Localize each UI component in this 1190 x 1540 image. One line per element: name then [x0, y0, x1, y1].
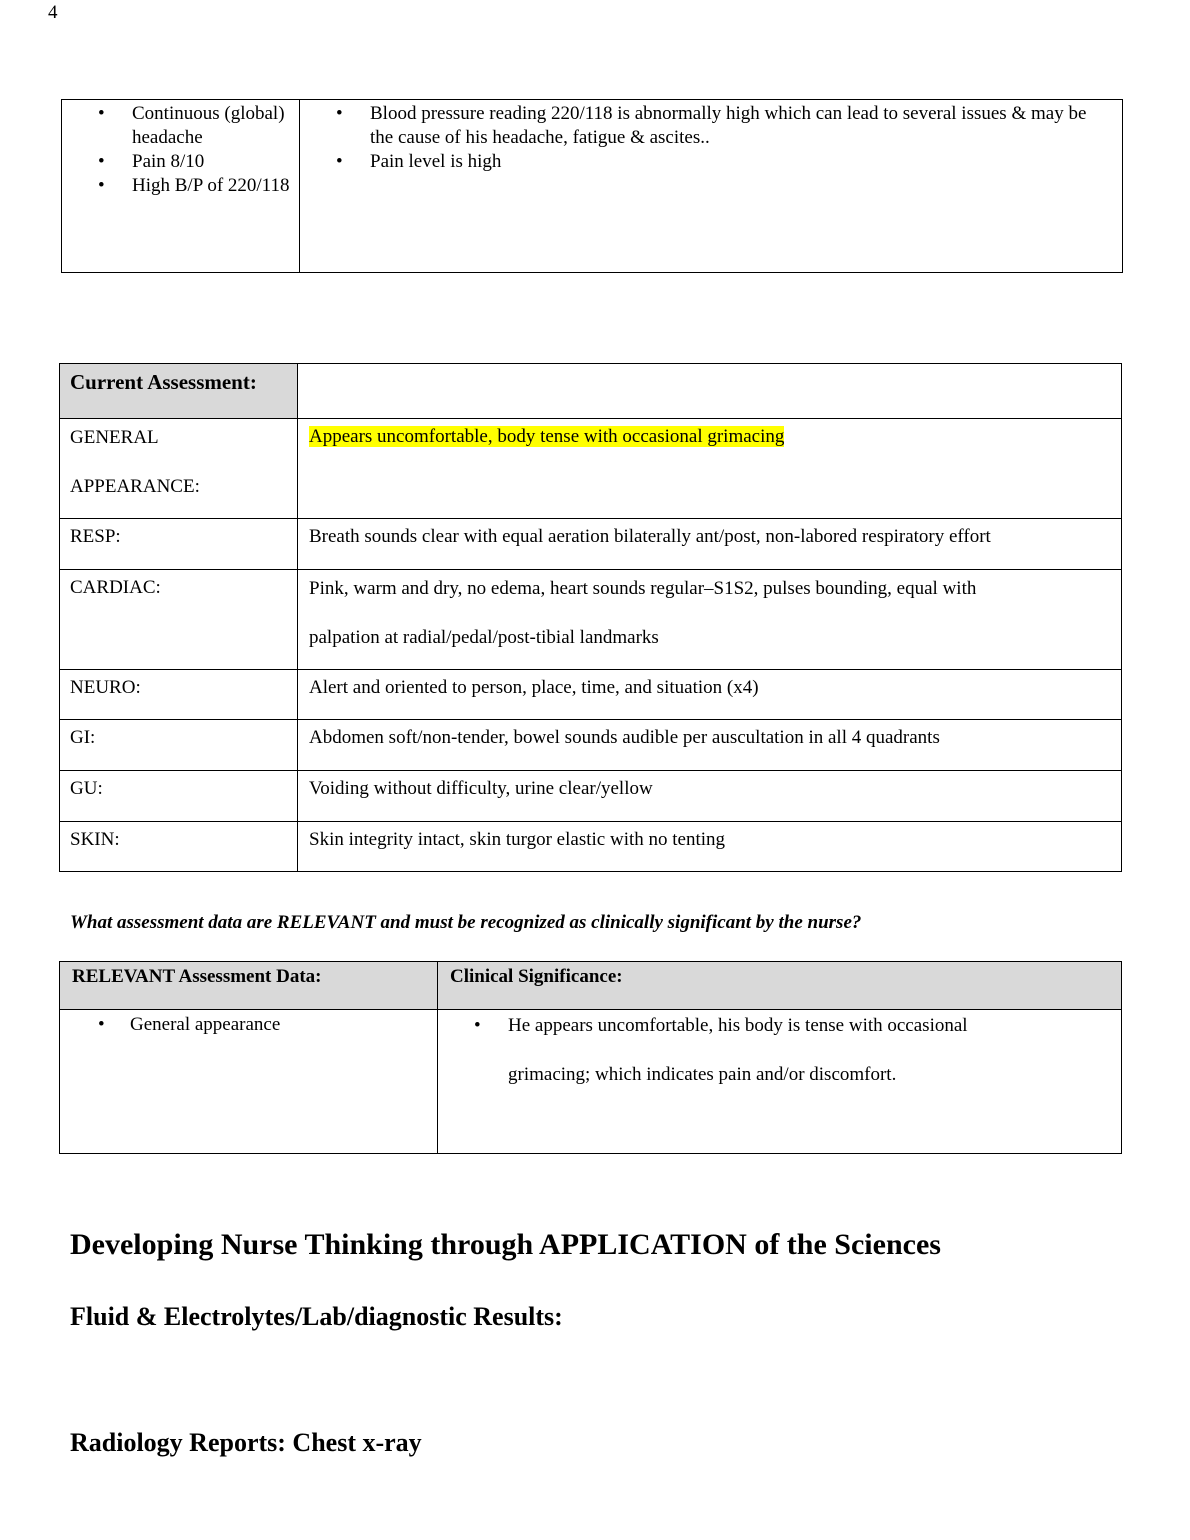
table-row — [60, 1010, 1122, 1154]
list-item: • Pain level is high — [308, 150, 1114, 174]
row-label: RESP: — [60, 519, 298, 570]
clinical-significance-cell — [438, 1010, 1122, 1154]
current-assessment-table — [59, 363, 1122, 872]
relevant-data-cell — [60, 1010, 438, 1154]
row-label: NEURO: — [60, 670, 298, 720]
row-value — [298, 570, 1122, 670]
table-row — [60, 771, 1122, 822]
column-header: Clinical Significance: — [438, 962, 1122, 1010]
row-label: SKIN: — [60, 822, 298, 872]
table-row — [60, 720, 1122, 771]
table-row — [60, 570, 1122, 670]
list-line: He appears uncomfortable, his body is tense with occasional — [508, 1015, 968, 1036]
significance-list — [308, 102, 1114, 174]
list-item: • Continuous (global) headache — [70, 102, 291, 150]
value-line: palpation at radial/pedal/post-tibial landmarks — [309, 627, 659, 648]
cardiac-value — [309, 564, 1111, 662]
row-value: Alert and oriented to person, place, time, and situation (x4) — [298, 670, 1122, 720]
label-line: APPEARANCE: — [70, 476, 200, 497]
row-value: Voiding without difficulty, urine clear/yellow — [298, 771, 1122, 822]
value-line: Pink, warm and dry, no edema, heart sounds regular–S1S2, pulses bounding, equal with — [309, 578, 977, 599]
assessment-header: Current Assessment: — [70, 370, 257, 394]
fluid-electrolytes-heading: Fluid & Electrolytes/Lab/diagnostic Results: — [70, 1302, 563, 1331]
table-header-row — [60, 364, 1122, 419]
assessment-header-cell — [60, 364, 298, 419]
list-item: • High B/P of 220/118 — [70, 174, 291, 198]
row-label: GI: — [60, 720, 298, 771]
list-line: grimacing; which indicates pain and/or discomfort. — [508, 1064, 897, 1085]
table-row — [60, 670, 1122, 720]
column-header: RELEVANT Assessment Data: — [60, 962, 438, 1010]
list-item: • General appearance — [70, 1013, 427, 1037]
table-row — [62, 100, 1123, 273]
row-value: Abdomen soft/non-tender, bowel sounds audible per auscultation in all 4 quadrants — [298, 720, 1122, 771]
radiology-heading: Radiology Reports: Chest x-ray — [70, 1428, 422, 1457]
findings-list — [70, 102, 291, 198]
label-line: GENERAL — [70, 427, 159, 448]
prior-findings-table — [61, 99, 1123, 273]
row-value: Skin integrity intact, skin turgor elastic with no tenting — [298, 822, 1122, 872]
relevant-data-table — [59, 961, 1122, 1154]
list-item — [448, 1001, 1111, 1099]
list-item: • Pain 8/10 — [70, 150, 291, 174]
page-number: 4 — [48, 2, 58, 23]
findings-cell — [62, 100, 300, 273]
significance-list — [448, 1001, 1111, 1099]
section-title: Developing Nurse Thinking through APPLICATION of the Sciences — [70, 1228, 941, 1261]
table-row — [60, 419, 1122, 519]
significance-cell — [300, 100, 1123, 273]
table-row — [60, 822, 1122, 872]
row-value: Breath sounds clear with equal aeration bilaterally ant/post, non-labored respiratory effort — [298, 519, 1122, 570]
row-label: CARDIAC: — [60, 570, 298, 670]
row-label — [60, 419, 298, 519]
list-item: • Blood pressure reading 220/118 is abnormally high which can lead to several issues & may be the cause of his headache, fatigue & ascites.. — [308, 102, 1114, 150]
table-row — [60, 519, 1122, 570]
relevance-question: What assessment data are RELEVANT and must be recognized as clinically significant by the nurse? — [70, 912, 862, 933]
row-value — [298, 419, 1122, 519]
empty-header-cell — [298, 364, 1122, 419]
highlighted-text: Appears uncomfortable, body tense with occasional grimacing — [309, 426, 785, 447]
general-appearance-label — [70, 413, 287, 511]
relevant-list — [70, 1013, 427, 1037]
row-label: GU: — [60, 771, 298, 822]
